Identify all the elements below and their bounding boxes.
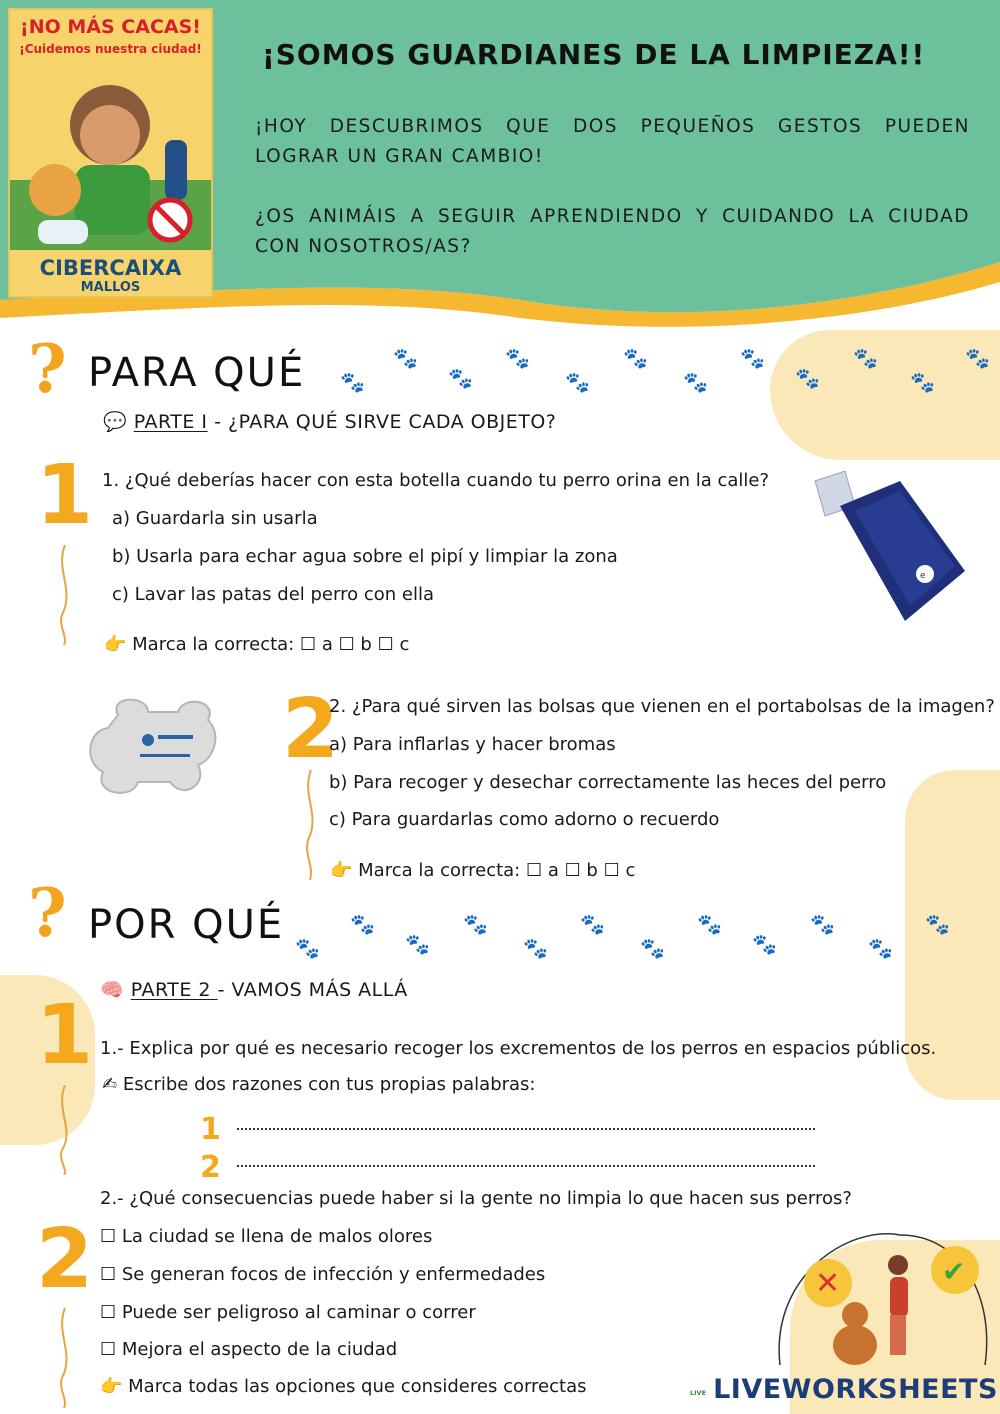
paw-icon: 🐾 xyxy=(795,366,820,390)
question-mark-icon: ? xyxy=(28,874,67,952)
paw-icon: 🐾 xyxy=(463,912,488,936)
balloon-string xyxy=(50,545,80,645)
paw-icon: 🐾 xyxy=(295,936,320,960)
q2-mark-row[interactable] xyxy=(330,860,635,881)
campaign-poster xyxy=(8,8,213,298)
paw-icon: 🐾 xyxy=(752,932,777,956)
svg-text:e: e xyxy=(920,571,926,581)
answer-line-1[interactable] xyxy=(237,1128,815,1130)
s2-q1-instruction-row xyxy=(102,1074,536,1095)
q1-option-c[interactable]: c) Lavar las patas del perro con ella xyxy=(112,584,434,605)
s2-q1-instruction: Escribe dos razones con tus propias palabras: xyxy=(122,1074,536,1095)
paw-icon: 🐾 xyxy=(868,936,893,960)
s2-q1-text: 1.- Explica por qué es necesario recoger los excrementos de los perros en espacios públicos. xyxy=(100,1038,937,1059)
page-title: ¡SOMOS GUARDIANES DE LA LIMPIEZA!! xyxy=(262,38,926,71)
liveworksheets-logo[interactable] xyxy=(690,1374,998,1405)
paw-icon: 🐾 xyxy=(740,346,765,370)
pointing-hand-icon: 👉 xyxy=(104,634,127,655)
poster-subtitle: ¡Cuidemos nuestra ciudad! xyxy=(19,42,202,56)
s2-q2-option-2[interactable]: ☐ Se generan focos de infección y enfermedades xyxy=(100,1264,546,1285)
water-bottle-image xyxy=(805,466,970,631)
brain-icon: 🧠 xyxy=(100,979,125,1001)
q2-mark-text: Marca la correcta: ☐ a ☐ b ☐ c xyxy=(358,860,636,881)
part-1-heading xyxy=(103,410,556,433)
svg-text:✔: ✔ xyxy=(942,1255,966,1288)
s2-q2-text: 2.- ¿Qué consecuencias puede haber si la gente no limpia lo que hacen sus perros? xyxy=(100,1188,852,1209)
balloon-string xyxy=(296,770,326,880)
paw-icon: 🐾 xyxy=(853,346,878,370)
part-2-heading xyxy=(100,978,408,1001)
part-1-title: - ¿PARA QUÉ SIRVE CADA OBJETO? xyxy=(207,411,557,433)
question-mark-icon: ? xyxy=(28,330,67,408)
paw-icon: 🐾 xyxy=(448,366,473,390)
answer-line-number-1: 1 xyxy=(200,1112,221,1147)
paw-icon: 🐾 xyxy=(925,912,950,936)
part-2-label: PARTE 2 xyxy=(130,979,218,1001)
q2-text: 2. ¿Para qué sirven las bolsas que vienen en el portabolsas de la imagen? xyxy=(329,696,995,717)
paw-icon: 🐾 xyxy=(565,370,590,394)
svg-text:✕: ✕ xyxy=(815,1266,841,1301)
speech-bubble-icon: 💬 xyxy=(103,411,128,433)
writing-hand-icon: ✍ xyxy=(102,1074,118,1095)
q1-option-b[interactable]: b) Usarla para echar agua sobre el pipí y limpiar la zona xyxy=(112,546,618,567)
q1-mark-row[interactable] xyxy=(104,634,409,655)
paw-icon: 🐾 xyxy=(350,912,375,936)
q1-text: 1. ¿Qué deberías hacer con esta botella cuando tu perro orina en la calle? xyxy=(102,470,770,491)
s2-q2-option-3[interactable]: ☐ Puede ser peligroso al caminar o correr xyxy=(100,1302,476,1323)
part-2-title: - VAMOS MÁS ALLÁ xyxy=(217,979,408,1001)
poster-brand-sub: MALLOS xyxy=(80,280,141,295)
paw-icon: 🐾 xyxy=(340,370,365,394)
answer-line-2[interactable] xyxy=(237,1165,815,1167)
paw-icon: 🐾 xyxy=(965,346,990,370)
paw-icon: 🐾 xyxy=(505,346,530,370)
question-number-1b: 1 xyxy=(36,988,94,1083)
poster-brand: CIBERCAIXA xyxy=(39,256,182,280)
q2-option-b[interactable]: b) Para recoger y desechar correctamente las heces del perro xyxy=(329,772,887,793)
s2-q2-option-1[interactable]: ☐ La ciudad se llena de malos olores xyxy=(100,1226,433,1247)
section-title-por-que: POR QUÉ xyxy=(88,902,285,948)
pointing-hand-icon: 👉 xyxy=(100,1376,123,1397)
question-number-2: 2 xyxy=(282,682,340,777)
s2-q2-mark-text: Marca todas las opciones que consideres correctas xyxy=(128,1376,587,1397)
paw-icon: 🐾 xyxy=(810,912,835,936)
liveworksheets-brand: LIVEWORKSHEETS xyxy=(713,1374,998,1405)
balloon-string xyxy=(50,1085,80,1175)
paw-icon: 🐾 xyxy=(580,912,605,936)
paw-icon: 🐾 xyxy=(405,932,430,956)
paw-icon: 🐾 xyxy=(393,346,418,370)
paw-icon: 🐾 xyxy=(640,936,665,960)
q1-option-a[interactable]: a) Guardarla sin usarla xyxy=(112,508,318,529)
bag-holder-image xyxy=(78,690,228,810)
paw-icon: 🐾 xyxy=(697,912,722,936)
poster-illustration xyxy=(10,60,213,250)
paw-icon: 🐾 xyxy=(683,370,708,394)
poster-title: ¡NO MÁS CACAS! xyxy=(20,16,201,38)
liveworksheets-logo-mark: LIVE xyxy=(690,1389,707,1397)
question-number-2b: 2 xyxy=(36,1212,94,1307)
q1-mark-text: Marca la correcta: ☐ a ☐ b ☐ c xyxy=(132,634,410,655)
part-1-label: PARTE I xyxy=(133,411,208,433)
paw-icon: 🐾 xyxy=(623,346,648,370)
balloon-string xyxy=(50,1308,80,1408)
header-line-2: ¿OS ANIMÁIS A SEGUIR APRENDIENDO Y CUIDANDO LA CIUDAD CON NOSOTROS/AS? xyxy=(255,206,970,257)
section-title-para-que: PARA QUÉ xyxy=(88,350,306,396)
q2-option-a[interactable]: a) Para inflarlas y hacer bromas xyxy=(329,734,616,755)
paw-icon: 🐾 xyxy=(910,370,935,394)
q2-option-c[interactable]: c) Para guardarlas como adorno o recuerdo xyxy=(329,809,720,830)
pointing-hand-icon: 👉 xyxy=(330,860,353,881)
paw-icon: 🐾 xyxy=(523,936,548,960)
s2-q2-option-4[interactable]: ☐ Mejora el aspecto de la ciudad xyxy=(100,1339,398,1360)
answer-line-number-2: 2 xyxy=(200,1150,221,1185)
header-line-1: ¡HOY DESCUBRIMOS QUE DOS PEQUEÑOS GESTOS PUEDEN LOGRAR UN GRAN CAMBIO! xyxy=(255,116,970,167)
question-number-1: 1 xyxy=(36,448,94,543)
s2-q2-mark-row xyxy=(100,1376,587,1397)
girl-and-dog-illustration xyxy=(770,1215,995,1375)
